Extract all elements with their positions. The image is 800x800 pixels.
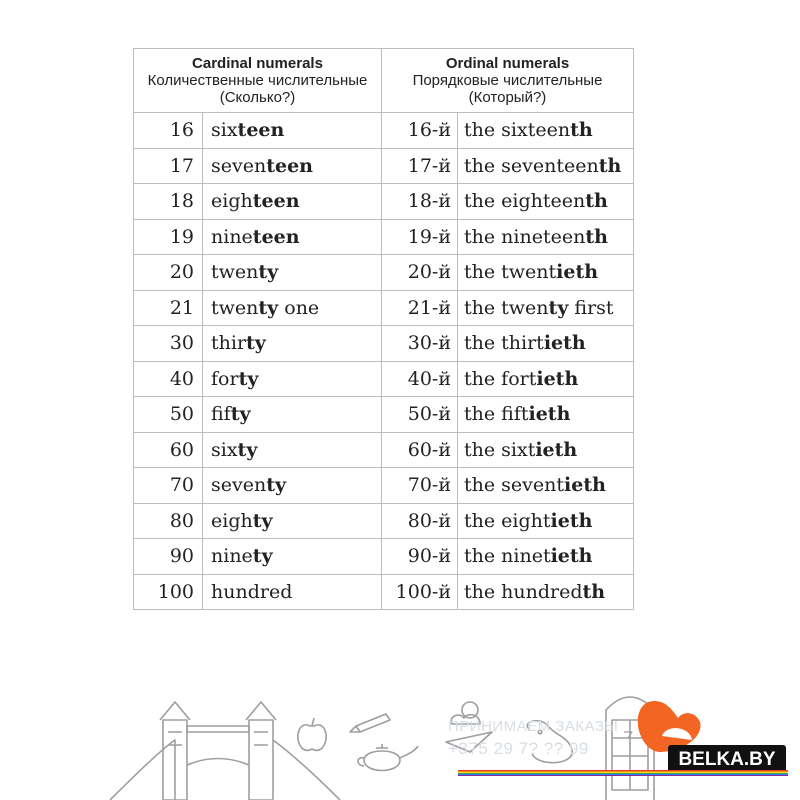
table-row — [134, 468, 634, 504]
watermark-phone: +375 29 7? ?? 99 — [448, 739, 589, 758]
ordinal-number: 30-й — [382, 326, 458, 362]
cardinal-word-part: thir — [211, 332, 247, 355]
watermark-line1: ПРИНИМАЕМ ЗАКАЗЫ — [448, 718, 619, 735]
cardinal-number: 30 — [134, 326, 203, 362]
cardinal-title: Cardinal numerals — [192, 55, 323, 72]
teapot-icon — [358, 744, 418, 771]
ordinal-number: 21-й — [382, 290, 458, 326]
cardinal-number: 16 — [134, 113, 203, 149]
cardinal-word — [203, 574, 382, 610]
cardinal-word-part: ty — [238, 367, 259, 390]
ordinal-number: 90-й — [382, 539, 458, 575]
cardinal-word-part: seven — [211, 474, 267, 497]
cardinal-word — [203, 184, 382, 220]
ordinal-word-part: the nineteen — [464, 225, 586, 248]
cardinal-word-part: teen — [252, 190, 300, 213]
cardinal-word-part: teen — [237, 119, 285, 142]
cardinal-number: 18 — [134, 184, 203, 220]
cardinal-word-part: hundred — [211, 580, 293, 603]
cardinal-word — [203, 255, 382, 291]
numerals-table — [133, 48, 634, 610]
ordinal-ru: Порядковые числительные — [412, 72, 603, 89]
cardinal-word — [203, 361, 382, 397]
table-row — [134, 397, 634, 433]
cardinal-word-part: twen — [211, 296, 259, 319]
cardinal-word — [203, 503, 382, 539]
ordinal-number: 16-й — [382, 113, 458, 149]
cardinal-word-part: ty — [252, 545, 273, 568]
cardinal-word-part: eigh — [211, 190, 253, 213]
table-row — [134, 432, 634, 468]
bottom-illustration — [0, 640, 800, 800]
ordinal-word-part: ieth — [528, 403, 571, 426]
ordinal-word — [458, 397, 634, 433]
ordinal-word — [458, 219, 634, 255]
ordinal-word-part: the twent — [464, 261, 557, 284]
cardinal-number: 80 — [134, 503, 203, 539]
ordinal-word-part: ty — [548, 296, 569, 319]
ordinal-word — [458, 468, 634, 504]
ordinal-word-part: ieth — [550, 545, 593, 568]
cardinal-number: 90 — [134, 539, 203, 575]
cardinal-word-part: six — [211, 438, 238, 461]
table-row — [134, 574, 634, 610]
cardinal-word — [203, 326, 382, 362]
cardinal-word — [203, 468, 382, 504]
ordinal-header — [382, 49, 634, 113]
ordinal-word — [458, 148, 634, 184]
cardinal-word-part: nine — [211, 225, 253, 248]
cardinal-word-part: twen — [211, 261, 259, 284]
table-row — [134, 290, 634, 326]
cardinal-number: 60 — [134, 432, 203, 468]
table-body — [134, 113, 634, 610]
ordinal-word-part: ieth — [535, 438, 578, 461]
watermark — [448, 718, 618, 759]
ordinal-word-part: ieth — [550, 509, 593, 532]
ordinal-number: 60-й — [382, 432, 458, 468]
ordinal-word-part: the hundred — [464, 580, 583, 603]
cardinal-word-part: ty — [258, 261, 279, 284]
cardinal-word — [203, 432, 382, 468]
cardinal-number: 100 — [134, 574, 203, 610]
cardinal-word-part: teen — [266, 154, 313, 177]
ordinal-word — [458, 113, 634, 149]
pencil-icon — [350, 714, 390, 732]
table-row — [134, 503, 634, 539]
cardinal-number: 20 — [134, 255, 203, 291]
table-row — [134, 361, 634, 397]
belka-logo: BELKA.BY — [668, 745, 786, 775]
ordinal-word — [458, 503, 634, 539]
ordinal-word-part: the fift — [464, 403, 529, 426]
ordinal-word-part: the sixteen — [464, 119, 571, 142]
apple-icon — [298, 718, 326, 750]
ordinal-word-part: ieth — [556, 261, 599, 284]
rainbow-stripes — [458, 770, 788, 776]
cardinal-word — [203, 539, 382, 575]
cardinal-header — [134, 49, 382, 113]
ordinal-number: 20-й — [382, 255, 458, 291]
table-row — [134, 219, 634, 255]
ordinal-word — [458, 255, 634, 291]
ordinal-title: Ordinal numerals — [445, 55, 570, 72]
cardinal-word-part: for — [211, 367, 239, 390]
ordinal-number: 50-й — [382, 397, 458, 433]
cardinal-word-part: ty — [237, 438, 258, 461]
cardinal-word-part: eigh — [211, 509, 253, 532]
cardinal-number: 40 — [134, 361, 203, 397]
ordinal-number: 19-й — [382, 219, 458, 255]
ordinal-word-part: the ninet — [464, 545, 551, 568]
cardinal-word — [203, 113, 382, 149]
ordinal-word-part: th — [585, 225, 608, 248]
ordinal-word-part: the twen — [464, 296, 549, 319]
ordinal-word-part: th — [585, 190, 608, 213]
table-row — [134, 326, 634, 362]
cardinal-word-part: ty — [252, 509, 273, 532]
ordinal-word — [458, 432, 634, 468]
table-row — [134, 113, 634, 149]
tower-bridge-icon — [110, 702, 340, 800]
ordinal-word-part: the thirt — [464, 332, 544, 355]
table-row — [134, 539, 634, 575]
ordinal-word — [458, 574, 634, 610]
ordinal-word — [458, 326, 634, 362]
ordinal-word-part: th — [598, 154, 622, 177]
ordinal-number: 70-й — [382, 468, 458, 504]
ordinal-number: 40-й — [382, 361, 458, 397]
cardinal-question: (Сколько?) — [219, 89, 296, 106]
cardinal-word-part: teen — [252, 225, 300, 248]
ordinal-word — [458, 361, 634, 397]
cardinal-number: 19 — [134, 219, 203, 255]
ordinal-number: 100-й — [382, 574, 458, 610]
ordinal-word-part: ieth — [536, 367, 579, 390]
cardinal-word — [203, 397, 382, 433]
table-row — [134, 184, 634, 220]
cardinal-number: 70 — [134, 468, 203, 504]
ordinal-word — [458, 539, 634, 575]
ordinal-number: 80-й — [382, 503, 458, 539]
table-row — [134, 148, 634, 184]
cardinal-word-part: fif — [211, 403, 231, 426]
cardinal-word — [203, 148, 382, 184]
ordinal-word-part: ieth — [564, 474, 606, 497]
cardinal-ru: Количественные числительные — [147, 72, 368, 89]
ordinal-word — [458, 184, 634, 220]
ordinal-word-part: the fort — [464, 367, 537, 390]
ordinal-word — [458, 290, 634, 326]
cardinal-word-part: ty — [266, 474, 287, 497]
cardinal-word — [203, 290, 382, 326]
ordinal-number: 18-й — [382, 184, 458, 220]
ordinal-word-part: the sevent — [464, 474, 565, 497]
ordinal-word-part: the seventeen — [464, 154, 599, 177]
cardinal-word-part: seven — [211, 154, 267, 177]
cardinal-word-part: ty — [230, 403, 251, 426]
ordinal-word-part: th — [570, 119, 593, 142]
cardinal-word-part: nine — [211, 545, 253, 568]
ordinal-word-part: the eight — [464, 509, 551, 532]
cardinal-word — [203, 219, 382, 255]
cardinal-number: 17 — [134, 148, 203, 184]
ordinal-question: (Который?) — [468, 89, 547, 106]
ordinal-number: 17-й — [382, 148, 458, 184]
cardinal-word-part: ty — [246, 332, 266, 355]
cardinal-word-part: ty — [258, 296, 279, 319]
ordinal-word-part: th — [582, 580, 606, 603]
cardinal-number: 50 — [134, 397, 203, 433]
ordinal-word-part: ieth — [543, 332, 586, 355]
ordinal-word-part: the eighteen — [464, 190, 586, 213]
cardinal-word-part: one — [278, 296, 320, 319]
cardinal-word-part: six — [211, 119, 238, 142]
table-row — [134, 255, 634, 291]
ordinal-word-part: the sixt — [464, 438, 536, 461]
ordinal-word-part: first — [568, 296, 614, 319]
cardinal-number: 21 — [134, 290, 203, 326]
